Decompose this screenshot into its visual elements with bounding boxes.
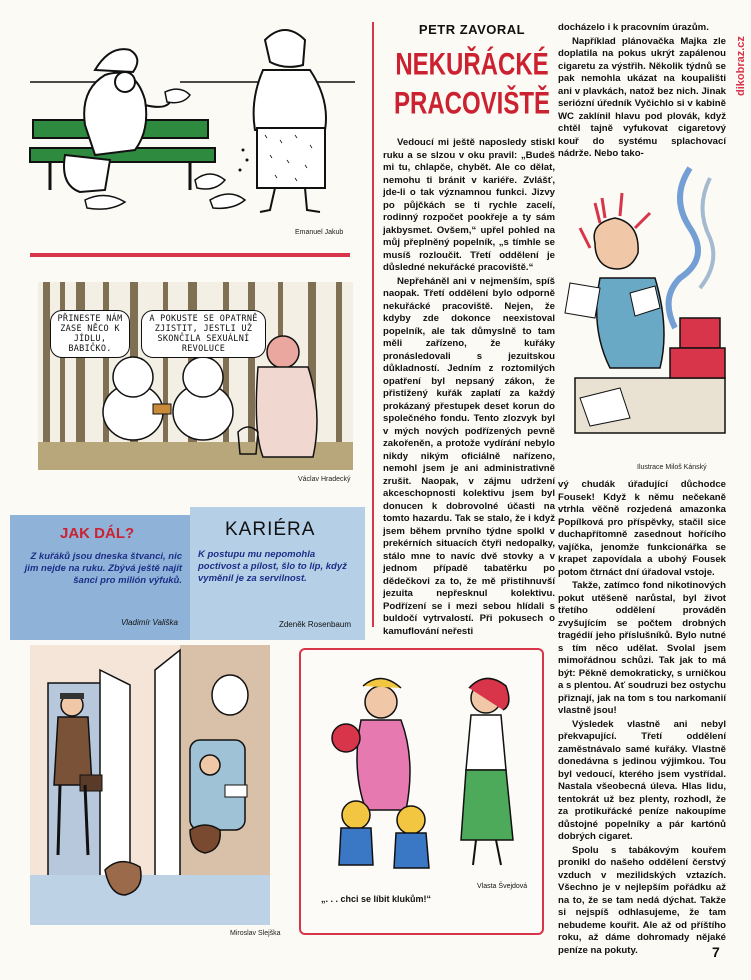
article-title-line2: PRACOVIŠTĚ [393, 86, 551, 122]
cartoon-credit-slejska: Miroslav Slejška [230, 930, 281, 937]
quote-author-valiska: Vladimír Vališka [120, 618, 178, 627]
article-paragraph: Takže, zatímco fond nikotinových pokut utěšeně narůstal, byl život třetího oddělení prováděn zvyšujícím se počtem drobných tragédií jeho příslušníků. Bylo nutné s tím něco udělat. Svolal jsem mimořádnou schůzi. Tak jak to má být: Pěkně demokraticky, s urničkou a s plentou. Ať soudruzi bez ostychu přiznají, jak na tom s tou narkomanií vlastně jsou! [558, 580, 726, 716]
quote-title-kariera: KARIÉRA [225, 519, 316, 540]
article-column-2-top [558, 22, 726, 162]
cartoon-credit-jakub: Emanuel Jakub [295, 229, 344, 236]
article-title-line1: NEKUŘÁCKÉ [395, 47, 549, 83]
cartoon-forest [38, 282, 353, 470]
page-number: 7 [712, 944, 720, 960]
quote-author-rosenbaum: Zdeněk Rosenbaum [278, 620, 351, 629]
cartoon-doors [30, 645, 270, 925]
cartoon-caption-klukum: „. . . chci se líbit klukům!“ [321, 894, 432, 904]
cartoon-bench-pigeons [25, 20, 355, 240]
article-paragraph: docházelo i k pracovním úrazům. [558, 22, 709, 33]
speech-bubble-left: PŘINESTE NÁM ZASE NĚCO K JÍDLU, BABIČKO. [50, 310, 130, 358]
cartoon-office-smoke [560, 168, 730, 458]
quote-text-jak-dal: Z kuřáků jsou dneska štvanci, nic jim nejde na ruku. Zbývá ještě najít šanci pro milión výfuků. [24, 551, 182, 586]
separator [30, 253, 350, 257]
article-paragraph: Nepřeháněl ani v nejmenším, spíš naopak. Třetí oddělení bylo odporně nekuřácké pracoviště. Nejen, že kdyby zde dokonce neexistoval popelník, ale tak důmyslně to tam měli zařízeno, že kuřáky pronásledovali s jezuitskou důkladností. Jedním z roztomilých opatření byl nepsaný zákon, že přistižený kuřák zaplatí za každý prokázaný přestupek deset korun do společného fondu. Tento zlozvyk byl v mých nových podřízených pevně zakořeněn, a protože vydírání nebylo nikdy nikým oficiálně nařízeno, nemohl jsem je ani administrativně zrušit. Naopak, v zájmu udržení akceschopnosti kolektivu jsem byl donucen k dobrovolné účasti na tomto hazardu. Tak se stalo, že i když jsem během prvního týdne spolkl v prekérních situacích čtyři nedopalky, stálo mne to navíc dvě stovky a v jednom případě tabatěrku po dědečkovi za to, že mě přistihnuvší jezuita nepřesknul kolektivu. Podřízení se i mezi sebou hlídali s buldočí vytrvalostí. Při pokusech o kamuflování neřesti [383, 275, 555, 637]
article-column-2-bottom [558, 479, 726, 956]
cartoon-credit-kansky: Ilustrace Miloš Kánský [637, 464, 707, 471]
quote-box-left [10, 515, 190, 640]
quote-text-kariera: K postupu mu nepomohla poctivost a pílost, šlo to líp, když vyměnil je za servilnost. [198, 549, 347, 584]
article-paragraph: Spolu s tabákovým kouřem pronikl do našeho oddělení čerstvý vzduch v mezilidských vztazích. Všechno je v nejlepším pořádku až na to, že se tam nedá dýchat. Takže si nejspíš odhlasujeme, že tam nebudeme kouřit. Ale až od příštího roku, až dáme dohromady nějaké peníze na pokuty. [558, 844, 726, 956]
cartoon-mothers [299, 648, 544, 935]
article-paragraph: Vedoucí mi ještě naposledy stiskl ruku a se slzou v oku pravil: „Budeš mi tu, chlapče, chybět. Ale co dělat, nemohu ti bránit v kariéře. Zvlášť, jde-li o tak významnou funkci. Jizvy po půjčkách se ti rychle zacelí, rodinný rozpočet pookřeje a ty sám jakbysmet. Ovšem,“ upřel pohled na můj přeplněný popelník, „s tímhle se musíš rozloučit. Třetí oddělení je důsledné nekuřácké pracoviště.“ [383, 137, 555, 273]
quote-title-jak-dal: JAK DÁL? [60, 525, 135, 542]
quote-box-right [190, 507, 365, 640]
article-paragraph: Například plánovačka Majka zle doplatila na pokus ukrýt zapálenou cigaretu za výstřih. Několik týdnů se pak nemohla ukázat na koupališti ani v plavkách, natož bez nich. Jinak seriózní úředník Vyčichlo si v kabině WC zaklínil hlavu pod plovák, když chtěl tajně vyfukovat cigaretový kouř do systému splachovací nádrže. Nebo tako- [558, 35, 726, 159]
article-paragraph: vý chudák úřadující důchodce Fousek! Když k němu nečekaně vtrhla věčně rozjedená amazonka Popílková pro příspěvky, stačil sice duchapřítomně zasednout hořícího vajíčka, jenomže funkcionářka se krapet zapovídala a ubohý Fousek potom čtrnáct dní úřadoval vstoje. [558, 479, 726, 578]
article-author: PETR ZAVORAL [418, 22, 526, 37]
watermark: dikobraz.cz [735, 36, 747, 96]
cartoon-credit-hradecky: Václav Hradecký [298, 476, 351, 483]
speech-bubble-right: A POKUSTE SE OPATRNĚ ZJISTIT, JESTLI UŽ SKONČILA SEXUÁLNÍ REVOLUCE [141, 310, 266, 358]
column-rule [372, 22, 374, 627]
article-column-1 [383, 137, 555, 637]
cartoon-credit-svejdova: Vlasta Švejdová [477, 883, 528, 890]
article-paragraph: Výsledek vlastně ani nebyl překvapující. Třetí oddělení zaměstnávalo samé kuřáky. Vlastně donedávna s jedinou výjimkou. Tou byl vedoucí, kterého jsem vystřídal. Nastala všeobecná úleva. Hlas lidu, tentokrát už bez plenty, rozhodl, že za protikuřácké peníze nakoupíme důstojné popelníky a pár kartónů dobrých cigaret. [558, 718, 726, 842]
